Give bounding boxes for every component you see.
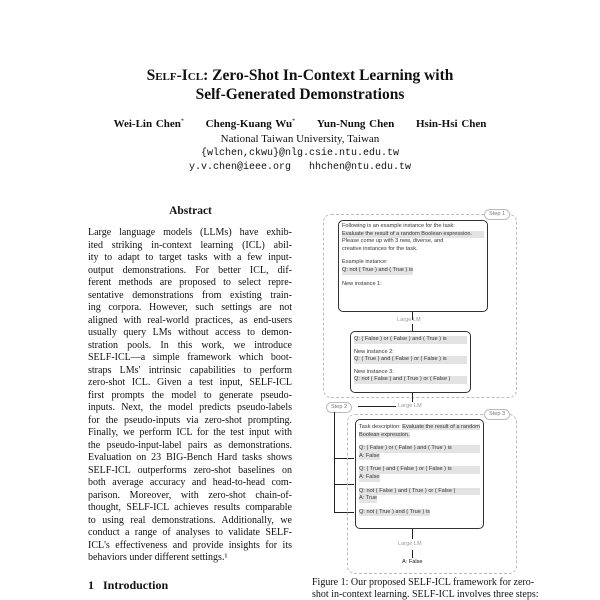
abstract-line: ing corpora. However, such settings are not (88, 302, 292, 313)
arrow-down-icon (412, 324, 413, 331)
abstract-line: thought, SELF-ICL achieves results comparable (88, 502, 292, 513)
abstract-line: inputs. Next, the model predicts pseudo-labels (88, 402, 292, 413)
step1-label: Step 1 (484, 209, 510, 220)
author: Wei-Lin Chen* (113, 118, 184, 130)
icl-prompt-box: Task description: Evaluate the result of a random Boolean expression. Q: ( False ) or ( False ) and ( True ) is A: False Q: ( True ) and ( False ) or ( False ) is A: False Q: not ( False ) and ( True ) or ( False ) A: True Q: not ( True ) and ( True ) is (355, 419, 484, 529)
connector-line (334, 412, 335, 513)
abstract-line: stration pools. In this work, we introduce (88, 339, 292, 351)
arrow-down-icon (412, 393, 413, 402)
paper-title-line1: Self-Icl: Zero-Shot In-Context Learning with (146, 67, 454, 84)
arrow-down-icon (412, 529, 413, 539)
abstract-line: parison. Moreover, with zero-shot chain-of- (88, 489, 292, 501)
abstract-line: first prompts the model to generate pseudo- (88, 389, 292, 401)
large-lm-label: Large LM (397, 317, 421, 323)
arrow-down-icon (412, 550, 413, 558)
figure-caption-line: shot in-context learning. SELF-ICL involves three steps: (312, 589, 539, 600)
abstract-line: conduct a range of analyses to validate SELF- (88, 527, 292, 538)
figure-caption-line: Figure 1: Our proposed SELF-ICL framework for zero- (312, 577, 535, 588)
abstract-line: both average accuracy and head-to-head com- (88, 477, 292, 488)
abstract-heading: Abstract (169, 205, 212, 217)
large-lm-label: Large LM (398, 541, 422, 547)
author: Hsin-Hsi Chen (416, 118, 487, 130)
pseudo-inputs-box: Q: ( False ) or ( False ) and ( True ) is New instance 2: Q: ( True ) and ( False ) or ( False ) is New instance 3: Q: not ( False ) and ( True ) or ( False ) (350, 331, 471, 393)
abstract-line: usually query LMs without access to demon- (88, 327, 292, 338)
abstract-line: zero-shot ICL. Given a test input, SELF-ICL (88, 377, 292, 388)
abstract-line: ferent methods are proposed to select repre- (88, 277, 292, 288)
abstract-line: SELF-ICL outperforms zero-shot baselines on (88, 464, 292, 476)
large-lm-label: Large LM (398, 403, 422, 409)
email-line: y.v.chen@ieee.org hhchen@ntu.edu.tw (188, 162, 412, 173)
prompt-box-step1: Following is an example instance for the task: Evaluate the result of a random Boolean expression. Please come up with 3 new, diverse, and creative instances for the task. Example instance: Q: not ( True ) and ( True ) is New instance 1: (338, 220, 488, 312)
abstract-line: SELF-ICL—a simple framework which boot- (88, 352, 292, 363)
abstract-line: sentative demonstrations from existing train- (88, 289, 292, 301)
author: Cheng-Kuang Wu* (205, 118, 296, 130)
abstract-line: straps LMs' intrinsic capabilities to perform (88, 364, 292, 376)
abstract-line: output demonstrations. For better ICL, dif- (88, 264, 292, 276)
abstract-line: aligned with real-world practices, as end-users (88, 314, 292, 326)
paper-title-line2: Self-Generated Demonstrations (195, 86, 405, 103)
section-heading-introduction: 1 Introduction (88, 578, 169, 592)
abstract-line: the pseudo-input-label pairs as demonstrations. (88, 439, 292, 451)
abstract-line: behaviors under different settings.¹ (88, 552, 228, 563)
step3-label: Step 3 (484, 409, 510, 420)
abstract-line: ited striking in-context learning (ICL) abil- (88, 239, 292, 251)
abstract-line: Large language models (LLMs) have exhib- (88, 227, 292, 238)
connector-line (358, 406, 396, 407)
abstract-line: ity to adapt to target tasks with a few input- (88, 252, 292, 263)
step2-label: Step 2 (326, 402, 352, 413)
affiliation: National Taiwan University, Taiwan (220, 133, 380, 145)
author: Yun-Nung Chen (316, 118, 395, 130)
email-line: {wlchen,ckwu}@nlg.csie.ntu.edu.tw (200, 148, 400, 159)
abstract-line: Evaluation on 23 BIG-Bench Hard tasks shows (88, 452, 292, 463)
abstract-line: for the pseudo-inputs via zero-shot prompting. (88, 414, 292, 426)
abstract-line: Finally, we perform ICL for the test input with (88, 427, 292, 438)
final-answer: A: False (402, 559, 423, 565)
abstract-line: to using real demonstrations. Additionally, we (88, 514, 292, 526)
abstract-line: ICL's effectiveness and provide insights for its (88, 539, 292, 551)
